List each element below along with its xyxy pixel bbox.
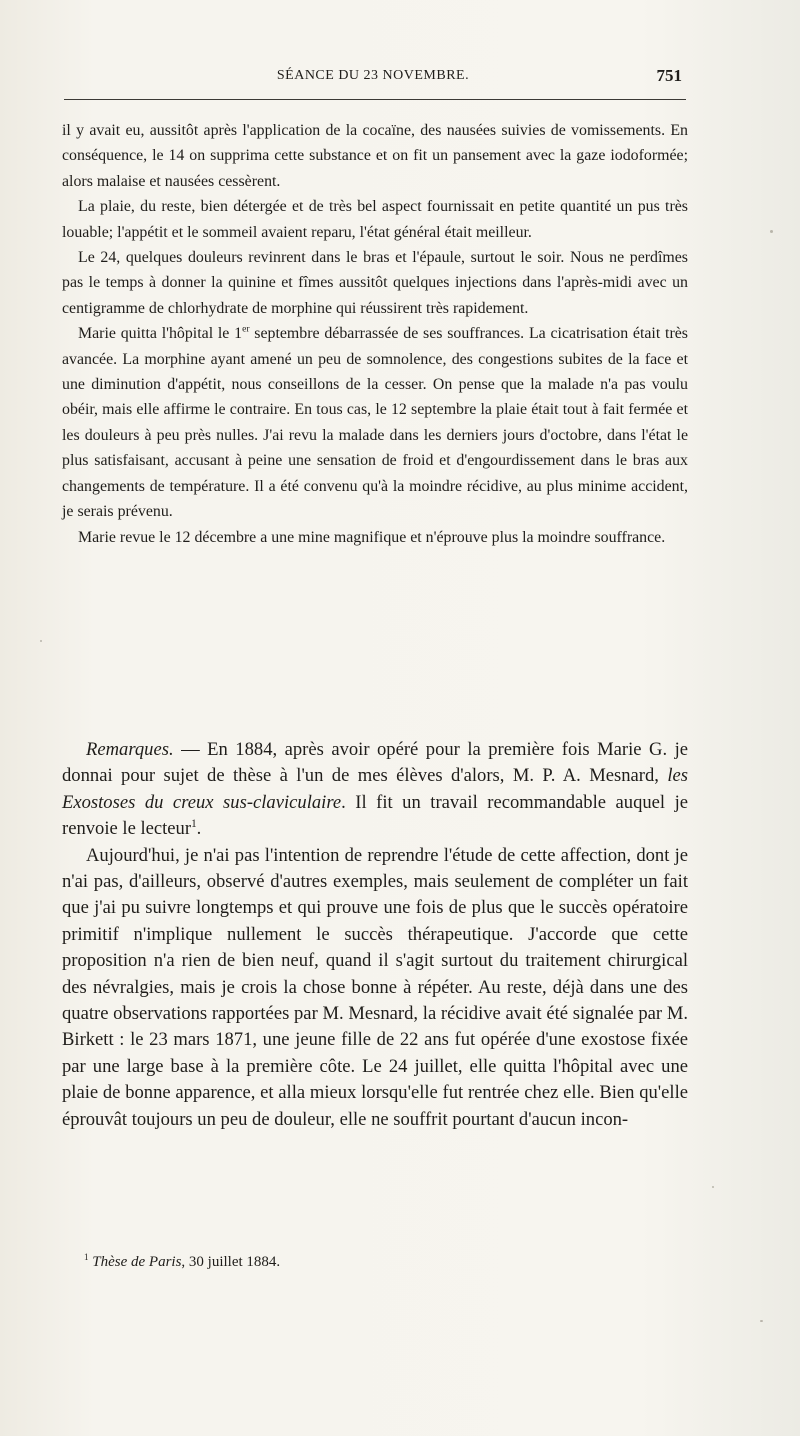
- observation-text: [62, 118, 688, 550]
- footnote-title: Thèse de Paris: [92, 1254, 182, 1270]
- paragraph: La plaie, du reste, bien détergée et de très bel aspect fournissait en petite quantité un pus très louable; l'appétit et le sommeil avaient reparu, l'état général était meilleur.: [62, 198, 688, 241]
- paragraph: Aujourd'hui, je n'ai pas l'intention de reprendre l'étude de cette affection, dont je n'ai pas, d'ailleurs, observé d'autres exemples, mais seulement de compléter un fait que j'ai pu suivre longtemps et qui prouve une fois de plus que le succès opératoire primitif n'implique nullement le succès thérapeutique. J'accorde que cette proposition n'a rien de bien neuf, quand il s'agit surtout du traitement chirurgical des névralgies, mais je crois la chose bonne à répéter. Au reste, déjà dans une des quatre observations rapportées par M. Mesnard, la récidive avait été signalée par M. Birkett : le 23 mars 1871, une jeune fille de 22 ans fut opérée d'une exostose fixée par une large base à la première côte. Le 24 juillet, elle quitta l'hôpital avec une plaie de bonne apparence, et alla mieux lorsqu'elle fut rentrée chez elle. Bien qu'elle éprouvât toujours un peu de douleur, elle ne souffrit pourtant d'aucun incon-: [62, 844, 688, 1130]
- remarks-text: [62, 737, 688, 1133]
- running-head: [64, 66, 682, 90]
- text-run: septembre débarrassée de ses souffrances. La cicatrisation était très avancée. La morphine ayant amené un peu de somnolence, des congestions subites de la face et une diminution d'appétit, nous conseillons de la cesser. On pense que la malade n'a pas voulu obéir, mais elle affirme le contraire. En tous cas, le 12 septembre la plaie était tout à fait fermée et les douleurs à peu près nulles. J'ai revu la malade dans les derniers jours d'octobre, dans l'état le plus satisfaisant, accusant à peine une sensation de froid et d'engourdissement dans le bras aux changements de température. Il a été convenu qu'à la moindre récidive, au plus minime accident, je serais prévenu.: [62, 325, 688, 521]
- thesis-title: les Exostoses du creux sus-claviculaire: [62, 765, 688, 813]
- text-run: .: [196, 818, 202, 840]
- text-run: Marie quitta l'hôpital le 1: [78, 325, 243, 343]
- paragraph: Marie revue le 12 décembre a une mine magnifique et n'éprouve plus la moindre souffrance.: [78, 528, 666, 546]
- paper-speck: [40, 640, 42, 642]
- text-run: . Il fit un travail recommandable auquel je renvoie le lecteur: [62, 791, 689, 840]
- paragraph: [62, 321, 688, 524]
- text-run: — En 1884, après avoir opéré pour la première fois Marie G. je donnai pour sujet de thèse à l'un de mes élèves d'alors, M. P. A. Mesnard,: [62, 739, 688, 787]
- paper-speck: [760, 1320, 763, 1322]
- footnote-reference: 1: [191, 818, 197, 831]
- paragraph: Le 24, quelques douleurs revinrent dans le bras et l'épaule, surtout le soir. Nous ne perdîmes pas le temps à donner la quinine et fîmes aussitôt quelques injections dans l'après-midi avec un centigramme de chlorhydrate de morphine qui réussirent très rapidement.: [62, 249, 688, 317]
- ordinal-superscript: er: [242, 323, 250, 335]
- footnote: [84, 1252, 684, 1272]
- paper-speck: [770, 230, 773, 233]
- footnote-text: , 30 juillet 1884.: [181, 1254, 281, 1270]
- footnote-marker: 1: [84, 1252, 89, 1262]
- running-title: SÉANCE DU 23 NOVEMBRE.: [276, 68, 470, 83]
- paragraph: [62, 737, 688, 843]
- paper-speck: [712, 1186, 714, 1188]
- page-number: 751: [656, 66, 682, 85]
- header-rule: [64, 99, 686, 100]
- paragraph: il y avait eu, aussitôt après l'application de la cocaïne, des nausées suivies de vomissements. En conséquence, le 14 on supprima cette substance et on fit un pansement avec la gaze iodoformée; alors malaise et nausées cessèrent.: [62, 122, 688, 190]
- remarks-label: Remarques.: [86, 739, 174, 760]
